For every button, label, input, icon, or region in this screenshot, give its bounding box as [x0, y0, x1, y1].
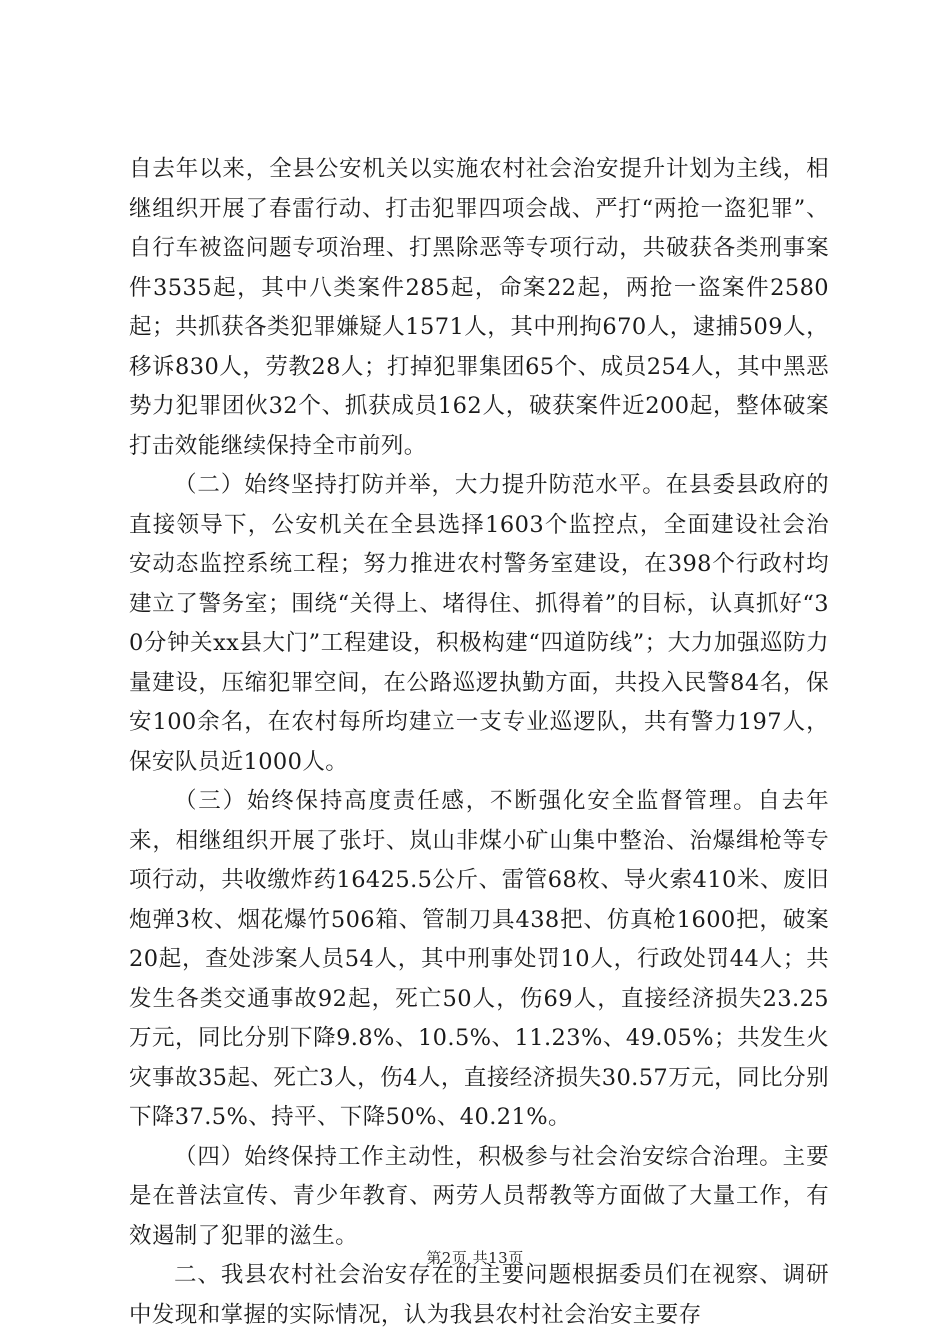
paragraph-comprehensive-governance: （四）始终保持工作主动性，积极参与社会治安综合治理。主要是在普法宣传、青少年教育、两劳人员帮教等方面做了大量工作，有效遏制了犯罪的滋生。	[129, 1143, 829, 1249]
paragraph-crackdown-results: 自去年以来，全县公安机关以实施农村社会治安提升计划为主线，相继组织开展了春雷行动、打击犯罪四项会战、严打“两抢一盗犯罪”、自行车被盗问题专项治理、打黑除恶等专项行动，共破获各类刑事案件3535起，其中八类案件285起，命案22起，两抢一盗案件2580起；共抓获各类犯罪嫌疑人1571人，其中刑拘670人，逮捕509人，移诉830人，劳教28人；打掉犯罪集团65个、成员254人，其中黑恶势力犯罪团伙32个、抓获成员162人，破获案件近200起，整体破案打击效能继续保持全市前列。	[129, 156, 829, 459]
paragraph-prevention: （二）始终坚持打防并举，大力提升防范水平。在县委县政府的直接领导下，公安机关在全县选择1603个监控点，全面建设社会治安动态监控系统工程；努力推进农村警务室建设，在398个行政村均建立了警务室；围绕“关得上、堵得住、抓得着”的目标，认真抓好“30分钟关xx县大门”工程建设，积极构建“四道防线”；大力加强巡防力量建设，压缩犯罪空间，在公路巡逻执勤方面，共投入民警84名，保安100余名，在农村每所均建立一支专业巡逻队，共有警力197人，保安队员近1000人。	[129, 472, 829, 775]
paragraph-safety-supervision: （三）始终保持高度责任感，不断强化安全监督管理。自去年来，相继组织开展了张圩、岚山非煤小矿山集中整治、治爆缉枪等专项行动，共收缴炸药16425.5公斤、雷管68枚、导火索410米、废旧炮弹3枚、烟花爆竹506箱、管制刀具438把、仿真枪1600把，破案20起，查处涉案人员54人，其中刑事处罚10人，行政处罚44人；共发生各类交通事故92起，死亡50人，伤69人，直接经济损失23.25万元，同比分别下降9.8%、10.5%、11.23%、49.05%；共发生火灾事故35起、死亡3人，伤4人，直接经济损失30.57万元，同比分别下降37.5%、持平、下降50%、40.21%。	[129, 788, 829, 1130]
page-number-footer: 第2页 共13页	[426, 1249, 524, 1267]
paragraph-main-problems: 二、我县农村社会治安存在的主要问题根据委员们在视察、调研中发现和掌握的实际情况，认为我县农村社会治安主要存	[129, 1262, 829, 1328]
document-body	[129, 150, 829, 1335]
